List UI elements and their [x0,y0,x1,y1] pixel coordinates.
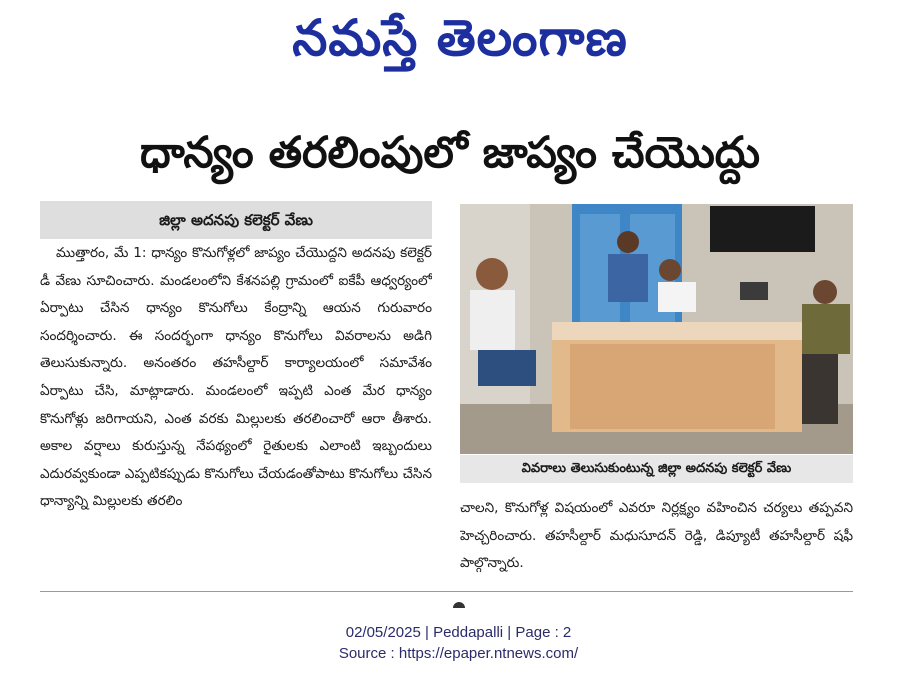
newspaper-masthead: నమస్తే తెలంగాణ [292,8,628,67]
footer-source-label: Source : [338,645,395,662]
article-body-left-column [40,240,432,575]
footer-date: 02/05/2025 [345,624,421,641]
footer-edition-line [0,622,917,643]
footer-edition: Peddapalli [433,624,504,641]
article-body-right-column [460,495,853,577]
next-article-fragment [453,602,465,608]
source-footer [0,622,917,664]
footer-page: Page : 2 [515,624,572,641]
meeting-photo-illustration [460,204,853,454]
footer-separator: | [507,624,512,641]
article-headline: ధాన్యం తరలింపులో జాప్యం చేయొద్దు [139,128,761,178]
footer-source-link[interactable]: https://epaper.ntnews.com/ [398,645,579,662]
page-divider [40,591,853,592]
footer-separator: | [424,624,429,641]
article-paragraph: ముత్తారం, మే 1: ధాన్యం కొనుగోళ్లలో జాప్యం చేయొద్దని అదనపు కలెక్టర్‌ డీ వేణు సూచించారు. మండలంలోని కేశనపల్లి గ్రామంలో ఐకేపీ ఆధ్వర్యంలో ఏర్పాటు చేసిన ధాన్యం కొనుగోలు కేంద్రాన్ని ఆయన గురువారం సందర్శించారు. ఈ సందర్భంగా ధాన్యం కొనుగోలు వివరాలను అడిగి తెలుసుకున్నారు. అనంతరం తహసీల్దార్‌ కార్యాలయంలో సమావేశం ఏర్పాటు చేసి, మాట్లాడారు. మండలంలో ఇప్పటి ఎంత మేర ధాన్యం కొనుగోళ్లు జరిగాయని, ఎంత వరకు మిల్లులకు తరలించారో ఆరా తీశారు. అకాల వర్షాలు కురుస్తున్న నేపథ్యంలో రైతులకు ఎలాంటి ఇబ్బందులు ఎదురవ్వకుండా ఎప్పటికప్పుడు కొనుగోలు చేయడంతోపాటు కొనుగోలు చేసిన ధాన్యాన్ని మిల్లులకు తరలిం [40,245,432,510]
footer-source-line [0,643,917,664]
article-photo [460,204,853,454]
article-byline: జిల్లా అదనపు కలెక్టర్‌ వేణు [40,201,432,239]
article-paragraph-continued: చాలని, కొనుగోళ్ల విషయంలో ఎవరూ నిర్లక్ష్యం వహించిన చర్యలు తప్పవని హెచ్చరించారు. తహసీల్దార్‌ మధుసూదన్‌ రెడ్డి, డిప్యూటీ తహసీల్దార్‌ షఫీ పాల్గొన్నారు. [460,500,853,572]
photo-caption: వివరాలు తెలుసుకుంటున్న జిల్లా అదనపు కలెక్టర్‌ వేణు [460,455,853,483]
